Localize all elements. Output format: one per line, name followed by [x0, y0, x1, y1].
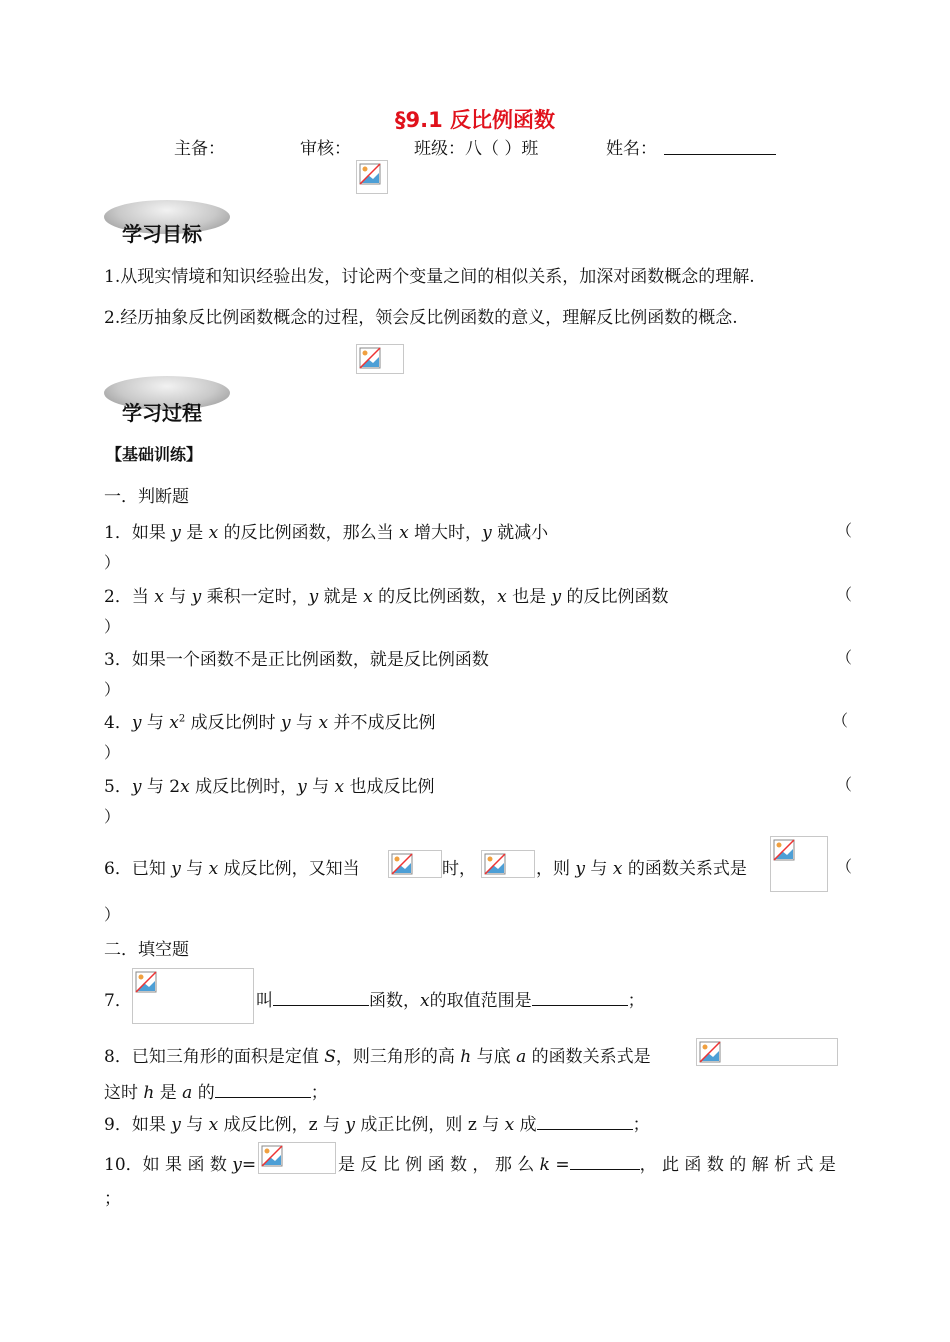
- answer-blank[interactable]: [532, 1005, 628, 1006]
- page-title: §9.1 反比例函数: [394, 108, 555, 132]
- class-label: 班级：八（ ）班: [414, 139, 539, 159]
- judge-item-4: 4．y 与 $x^2$ 成反比例时 y 与 x 并不成反比例: [104, 713, 436, 733]
- broken-image-icon: [261, 1145, 283, 1167]
- answer-paren-close: ）: [104, 553, 121, 572]
- answer-paren-close: ）: [104, 617, 121, 636]
- answer-paren-close: ）: [104, 743, 121, 762]
- judge-item-6a: 6．已知 y 与 x 成反比例，又知当: [104, 859, 360, 879]
- subheading: 【基础训练】: [106, 445, 203, 464]
- fill-q7-number: 7．: [104, 991, 132, 1011]
- answer-paren-open[interactable]: （: [836, 775, 853, 794]
- broken-image: [481, 850, 535, 878]
- answer-blank[interactable]: [570, 1169, 640, 1170]
- broken-image: [356, 344, 404, 374]
- author-label: 主备：: [174, 139, 225, 159]
- broken-image: [356, 160, 388, 194]
- broken-image-icon: [699, 1041, 721, 1063]
- objective-2: 2.经历抽象反比例函数概念的过程，领会反比例函数的意义，理解反比例函数的概念.: [104, 308, 738, 328]
- answer-paren-open[interactable]: （: [832, 711, 849, 730]
- judge-item-3: 3．如果一个函数不是正比例函数，就是反比例函数: [104, 650, 489, 670]
- broken-image-icon: [773, 839, 795, 861]
- broken-image-icon: [359, 163, 381, 185]
- judge-item-2: 2．当 x 与 y 乘积一定时，y 就是 x 的反比例函数，x 也是 y 的反比例函数: [104, 587, 669, 607]
- broken-image-icon: [484, 853, 506, 875]
- judge-item-6b: 时，: [442, 859, 476, 879]
- answer-blank[interactable]: [215, 1097, 311, 1098]
- objectives-heading: 学习目标: [122, 222, 202, 246]
- fill-q10-b: 是 反 比 例 函 数 ， 那 么 k = ， 此 函 数 的 解 析 式 是: [338, 1155, 836, 1175]
- answer-blank[interactable]: [273, 1005, 369, 1006]
- answer-paren-open[interactable]: （: [836, 521, 853, 540]
- answer-blank[interactable]: [537, 1129, 633, 1130]
- judge-title: 一．判断题: [104, 487, 189, 507]
- fill-q10-a: 10．如 果 函 数 y=: [104, 1155, 257, 1175]
- broken-image: [388, 850, 442, 878]
- answer-paren-open[interactable]: （: [836, 648, 853, 667]
- fill-q8-text: 8．已知三角形的面积是定值 S，则三角形的高 h 与底 a 的函数关系式是: [104, 1047, 651, 1067]
- broken-image: [132, 968, 254, 1024]
- broken-image-icon: [135, 971, 157, 993]
- name-blank[interactable]: [664, 154, 776, 155]
- fill-q9-text: 9．如果 y 与 x 成反比例，z 与 y 成正比例，则 z 与 x 成 ；: [104, 1115, 650, 1135]
- name-label: 姓名：: [606, 139, 657, 159]
- broken-image: [258, 1142, 336, 1174]
- fill-q8-line2: 这时 h 是 a 的 ；: [104, 1083, 328, 1103]
- objective-1: 1.从现实情境和知识经验出发，讨论两个变量之间的相似关系，加深对函数概念的理解.: [104, 267, 755, 287]
- judge-item-6c: ，则 y 与 x 的函数关系式是: [536, 859, 747, 879]
- reviewer-label: 审核：: [300, 139, 351, 159]
- judge-item-5: 5．y 与 2x 成反比例时，y 与 x 也成反比例: [104, 777, 435, 797]
- judge-item-1: 1．如果 y 是 x 的反比例函数，那么当 x 增大时，y 就减小: [104, 523, 549, 543]
- broken-image-icon: [391, 853, 413, 875]
- answer-paren-open[interactable]: （: [836, 857, 853, 876]
- broken-image: [696, 1038, 838, 1066]
- fill-q10-end: ；: [104, 1189, 121, 1209]
- fill-title: 二．填空题: [104, 940, 189, 960]
- fill-q7-text: 叫 函数，x的取值范围是 ；: [256, 991, 645, 1011]
- answer-paren-close: ）: [104, 680, 121, 699]
- answer-paren-open[interactable]: （: [836, 585, 853, 604]
- process-heading: 学习过程: [122, 401, 202, 425]
- answer-paren-close: ）: [104, 905, 121, 924]
- broken-image: [770, 836, 828, 892]
- answer-paren-close: ）: [104, 807, 121, 826]
- broken-image-icon: [359, 347, 381, 369]
